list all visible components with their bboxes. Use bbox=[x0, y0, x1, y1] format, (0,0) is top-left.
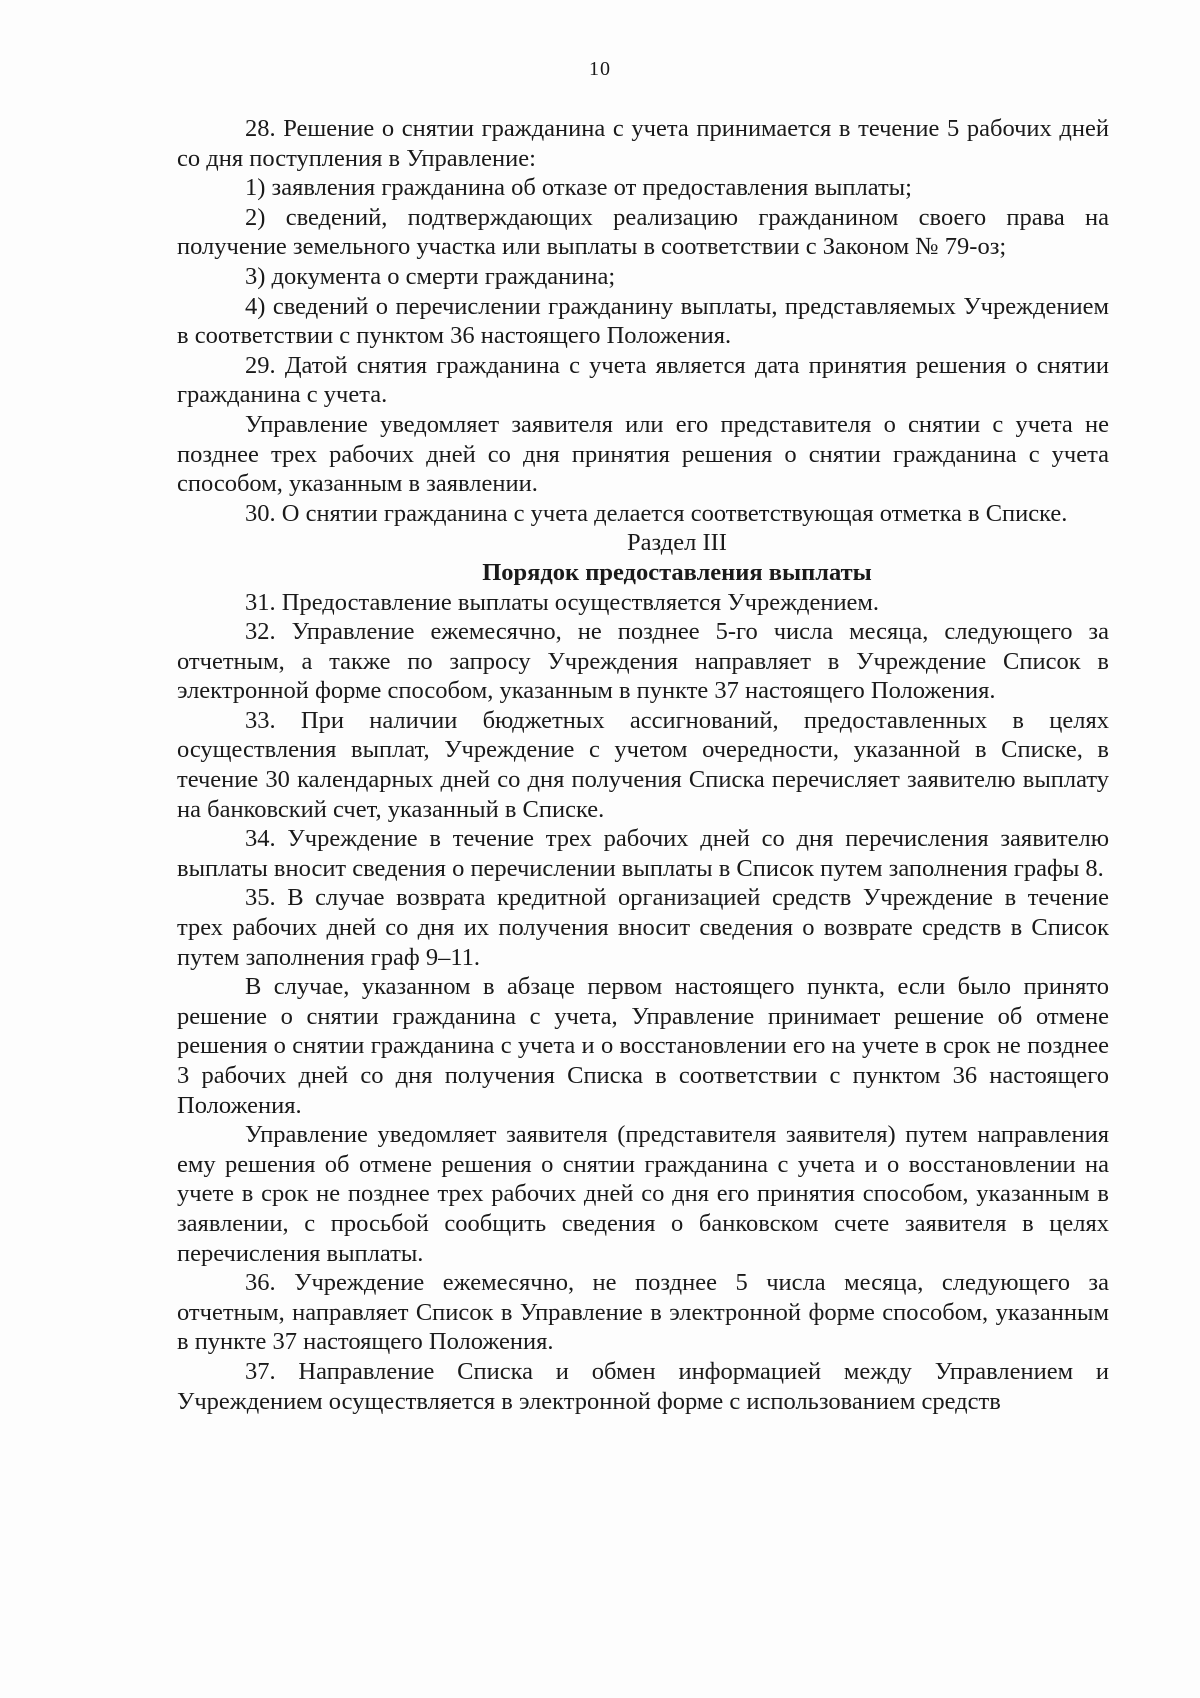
paragraph-32: 32. Управление ежемесячно, не позднее 5-го числа месяца, следующего за отчетным, а также по запросу Учреждения направляет в Учреждение Список в электронной форме способом, указанным в пункте 37 настоящего Положения. bbox=[177, 618, 1109, 705]
paragraph-35-restore: В случае, указанном в абзаце первом настоящего пункта, если было принято решение о снятии гражданина с учета, Управление принимает решение об отмене решения о снятии гражданина с учета и о восстановлении его на учете в срок не позднее 3 рабочих дней со дня получения Списка в соответствии с пунктом 36 настоящего Положения. bbox=[177, 973, 1109, 1119]
page-number: 10 bbox=[589, 58, 611, 80]
document-body bbox=[177, 114, 1109, 1416]
paragraph-31: 31. Предоставление выплаты осуществляется Учреждением. bbox=[245, 588, 880, 616]
list-item-1: 1) заявления гражданина об отказе от предоставления выплаты; bbox=[245, 174, 912, 202]
paragraph-34: 34. Учреждение в течение трех рабочих дней со дня перечисления заявителю выплаты вносит сведения о перечислении выплаты в Список путем заполнения графы 8. bbox=[177, 825, 1109, 882]
paragraph-28: 28. Решение о снятии гражданина с учета принимается в течение 5 рабочих дней со дня поступления в Управление: bbox=[177, 115, 1109, 172]
section-label: Раздел III bbox=[627, 529, 727, 557]
list-item-2: 2) сведений, подтверждающих реализацию гражданином своего права на получение земельного участка или выплаты в соответствии с Законом № 79-оз; bbox=[177, 203, 1109, 261]
paragraph-35: 35. В случае возврата кредитной организацией средств Учреждение в течение трех рабочих дней со дня их получения вносит сведения о возврате средств в Список путем заполнения граф 9–11. bbox=[177, 884, 1109, 971]
paragraph-29: 29. Датой снятия гражданина с учета является дата принятия решения о снятии гражданина с учета. bbox=[177, 351, 1109, 409]
paragraph-35-notice: Управление уведомляет заявителя (представителя заявителя) путем направления ему решения об отмене решения о снятии гражданина с учета и о восстановлении на учете в срок не позднее трех рабочих дней со дня его принятия способом, указанным в заявлении, с просьбой сообщить сведения о банковском счете заявителя в целях перечисления выплаты. bbox=[177, 1121, 1109, 1267]
list-item-4: 4) сведений о перечислении гражданину выплаты, представляемых Учреждением в соответствии с пунктом 36 настоящего Положения. bbox=[177, 292, 1109, 350]
paragraph-33: 33. При наличии бюджетных ассигнований, предоставленных в целях осуществления выплат, Учреждение с учетом очередности, указанной в Списке, в течение 30 календарных дней со дня получения Списка перечисляет заявителю выплату на банковский счет, указанный в Списке. bbox=[177, 706, 1109, 823]
paragraph-37: 37. Направление Списка и обмен информацией между Управлением и Учреждением осуществляется в электронной форме с использованием средств bbox=[177, 1357, 1109, 1415]
paragraph-30: 30. О снятии гражданина с учета делается соответствующая отметка в Списке. bbox=[245, 499, 1068, 527]
list-item-3: 3) документа о смерти гражданина; bbox=[245, 262, 616, 290]
section-title: Порядок предоставления выплаты bbox=[482, 558, 872, 586]
paragraph-29-notice: Управление уведомляет заявителя или его представителя о снятии с учета не позднее трех рабочих дней со дня принятия решения о снятии гражданина с учета способом, указанным в заявлении. bbox=[177, 410, 1109, 498]
paragraph-36: 36. Учреждение ежемесячно, не позднее 5 числа месяца, следующего за отчетным, направляет Список в Управление в электронной форме способом, указанным в пункте 37 настоящего Положения. bbox=[177, 1269, 1109, 1356]
